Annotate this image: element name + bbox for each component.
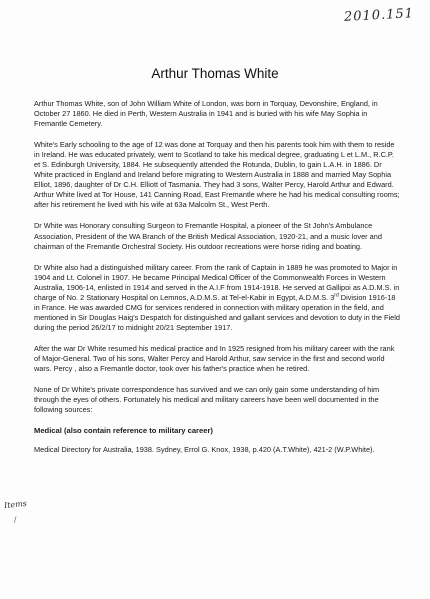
paragraph-sources-intro: None of Dr White's private correspondence has survived and we can only gain some understanding of him through the eyes of others. Fortunately his medical and military careers have been well documented in the following sources: [34, 385, 380, 415]
section-heading-medical: Medical (also contain reference to military career) [34, 426, 213, 436]
paragraph-after-war: After the war Dr White resumed his medical practice and In 1925 resigned from his military career with the rank of Major-General. Two of his sons, Walter Percy and Harold Arthur, saw service in the first and second world wars. Percy , also a Fremantle doctor, took over his father's practice when he retired. [34, 343, 395, 374]
paragraph-source-medical-directory: Medical Directory for Australia, 1938. Sydney, Errol G. Knox, 1938, p.420 (A.T.White), 421-2 (W.P.White). [34, 445, 375, 455]
military-career-text-b: Division 1916-18 in France. He was awarded CMG for services rendered in connection with military operation in the field, and mentioned in Sir Douglas Haig's Despatch for distinguished and gallant services and devotion to duty in the Field during the period 26/2/17 to midnight 20/21 September 1917. [34, 292, 400, 332]
document-body [34, 99, 402, 466]
paragraph-birth-death: Arthur Thomas White, son of John William White of London, was born in Torquay, Devonshire, England, in October 27 1860. He died in Perth, Western Australia in 1941 and is buried with his wife May Sophia in Fremantle Cemetery. [34, 99, 378, 129]
paragraph-military-career [34, 263, 402, 333]
ordinal-superscript: rd [334, 292, 339, 299]
handwritten-accession-number: 2010.151 [343, 6, 415, 25]
handwritten-margin-note: Items [3, 498, 28, 511]
paragraph-honorary-roles: Dr White was Honorary consulting Surgeon to Fremantle Hospital, a pioneer of the St John's Ambulance Association, President of the WA Branch of the British Medical Association, 1920-21, and a music lover and chairman of the Fremantle Orchestral Society. His outdoor recreations were horse riding and boating. [34, 221, 382, 251]
document-title: Arthur Thomas White [151, 66, 279, 81]
paragraph-education-family: White's Early schooling to the age of 12 was done at Torquay and then his parents took him with them to reside in Ireland. He was educated privately, went to Scotland to take his medical degree, graduating L et L.M., R.C.P. et S. Edinburgh University, 1884. He subsequently attended the Rotunda, Dublin, to gain L.A.H. in 1886. Dr White practiced in England and Ireland before migrating to Western Australia in 1888 and married May Sophia Elliot, 1896, daughter of Dr C.H. Elliott of Tasmania. They had 3 sons, Walter Percy, Harold Arthur and Edward. Arthur White lived at Tor House, 141 Canning Road, East Fremantle where he had his medical consulting rooms; after his retirement he lived with his wife at 63a Malcolm St., West Perth. [34, 140, 400, 210]
handwritten-margin-tick: / [14, 516, 17, 524]
military-career-text-a: Dr White also had a distinguished military career. From the rank of Captain in 1889 he was promoted to Major in 1904 and Lt. Colonel in 1907. He became Principal Medical Officer of the Commonwealth Forces in Western Australia, 1906-14, enlisted in 1914 and served in the A.I.F from 1914-1918. He served at Gallipoi as A.D.M.S. in charge of No. 2 Stationary Hospital on Lemnos, A.D.M.S. at Tel-el-Kabir in Egypt, A.D.M.S. 3 [34, 262, 400, 302]
